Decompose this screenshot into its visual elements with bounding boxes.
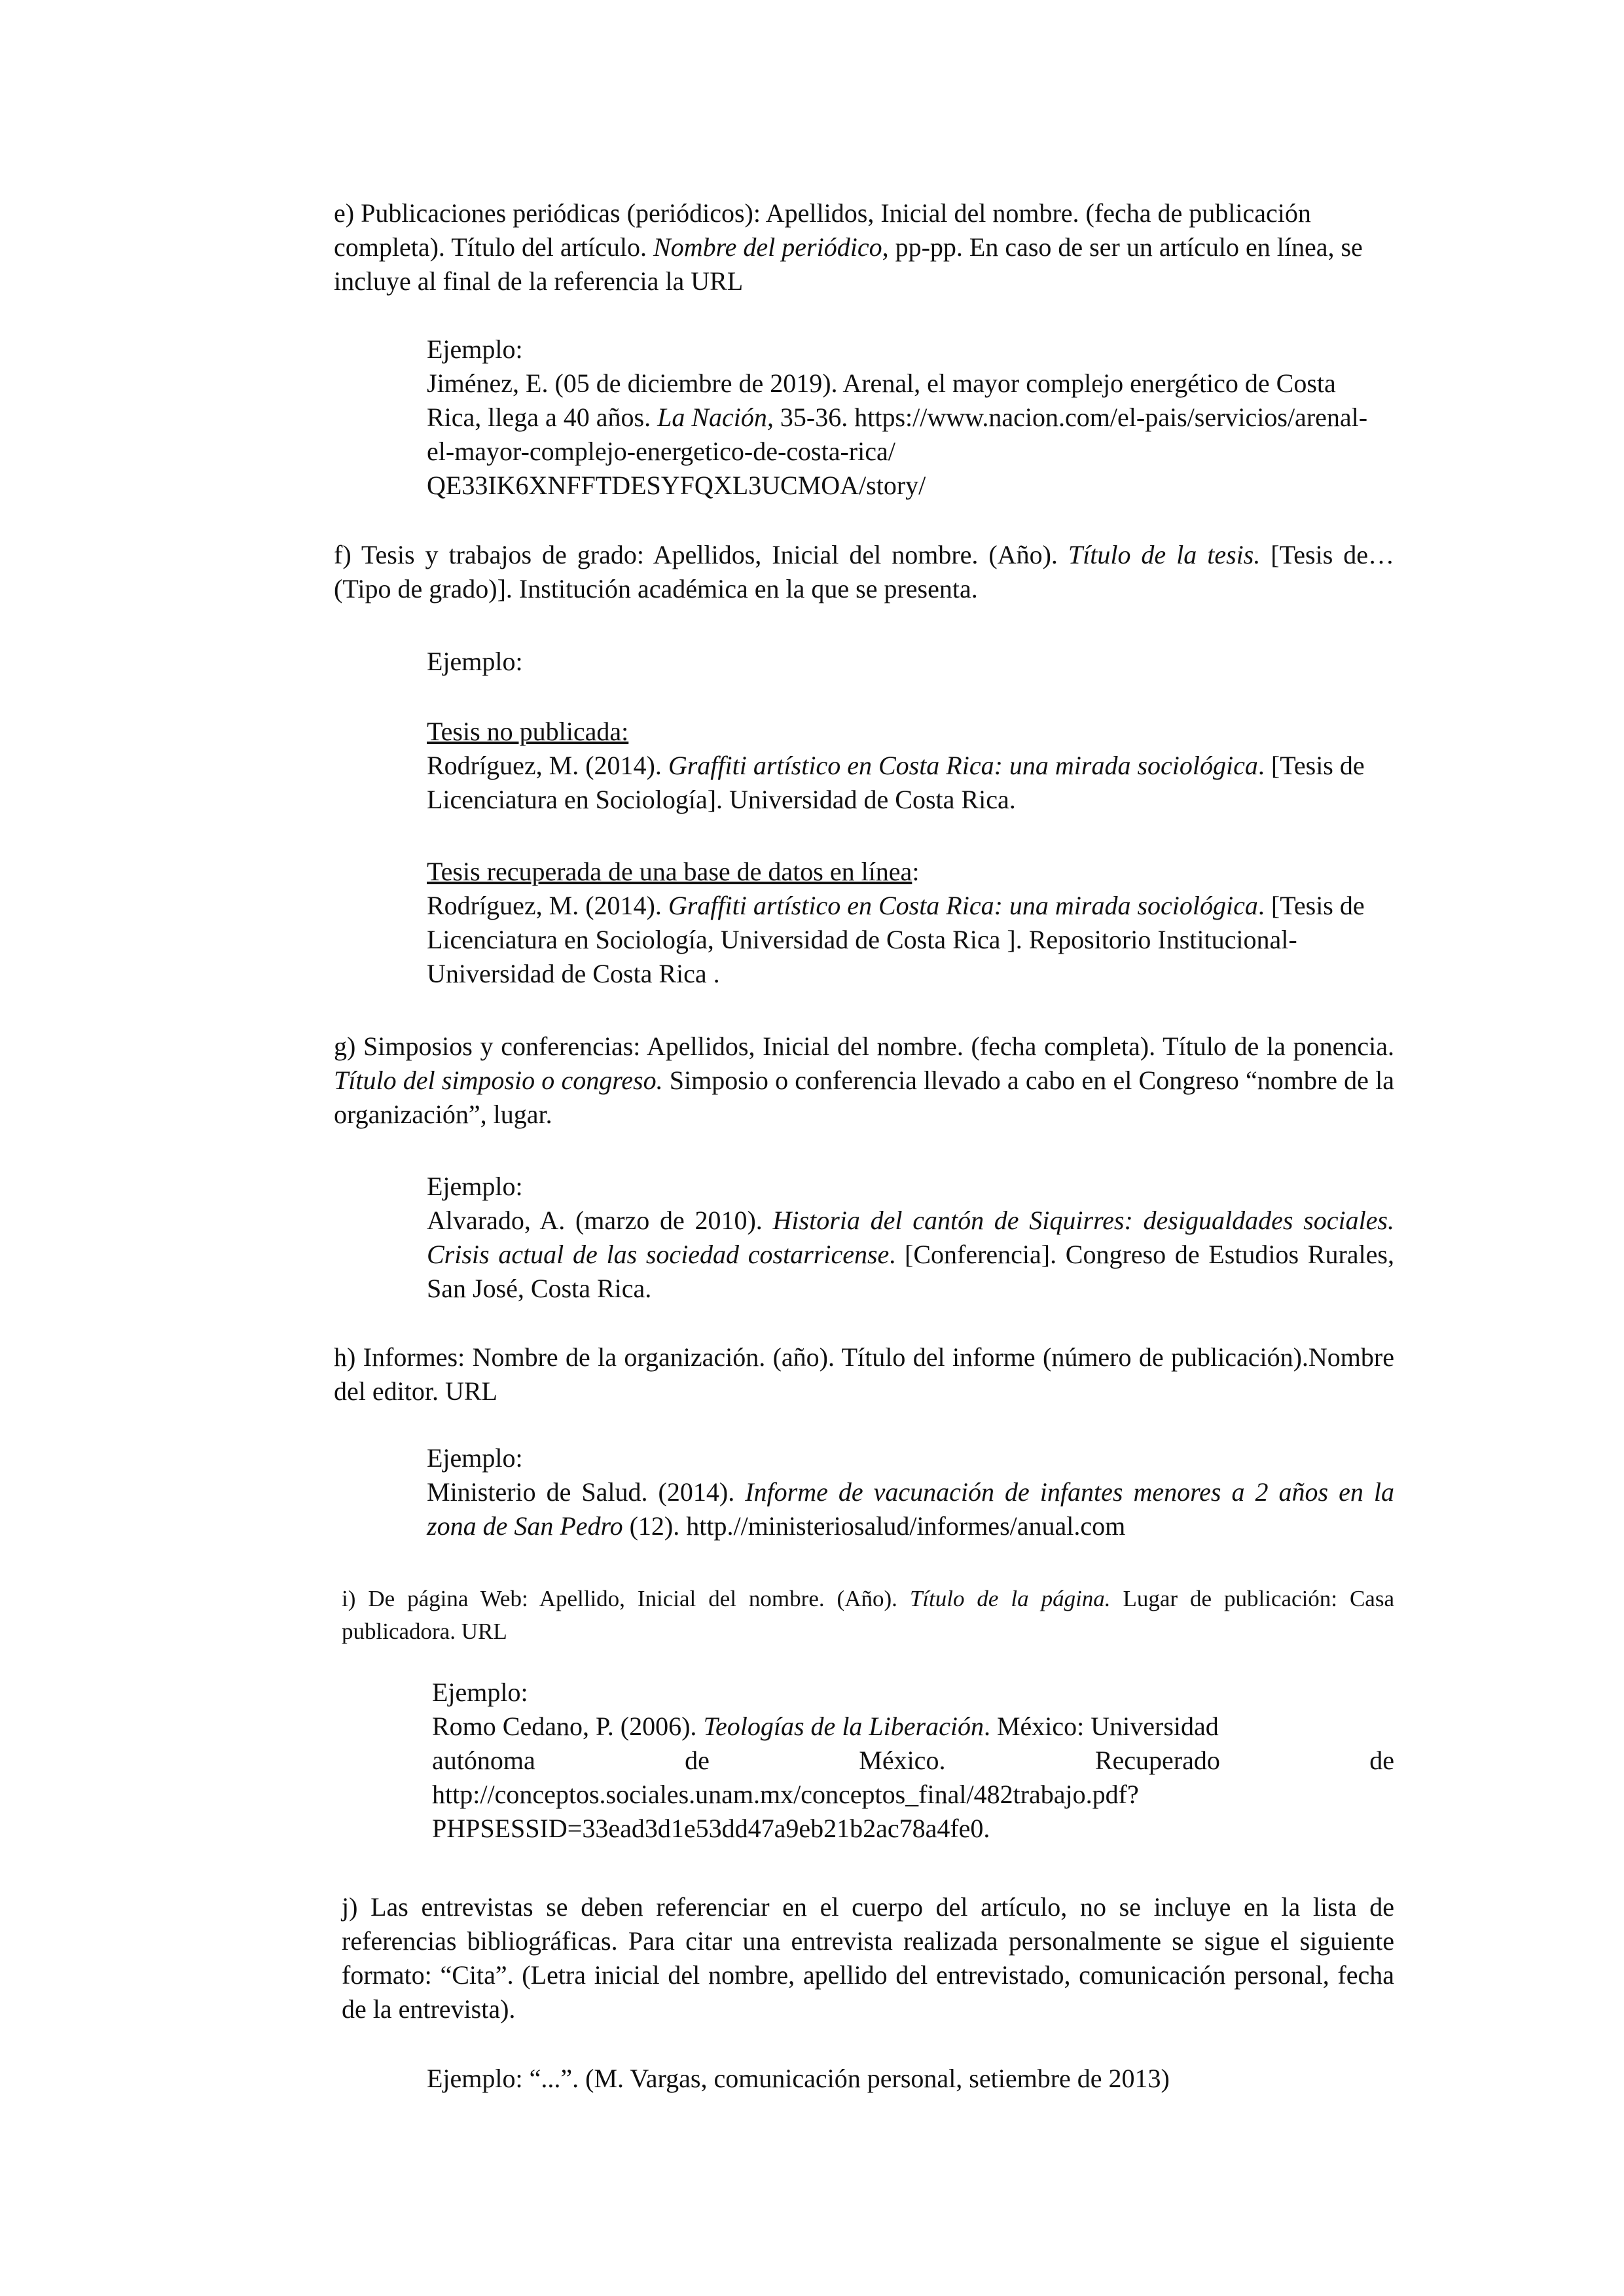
italic-text: Título de la página. [909, 1586, 1111, 1611]
text: : [912, 857, 920, 886]
italic-text: Graffiti artístico en Costa Rica: una mirada sociológica [668, 751, 1258, 780]
example-url: http://conceptos.sociales.unam.mx/conceptos_final/482trabajo.pdf? [432, 1780, 1139, 1809]
section-j-example: Ejemplo: “...”. (M. Vargas, comunicación personal, setiembre de 2013) [427, 2064, 1170, 2093]
section-e-example [427, 332, 1369, 503]
section-g-example [427, 1170, 1394, 1306]
italic-text: Informe de vacunación de infantes menores a 2 años en la zona de San Pedro [427, 1477, 1394, 1541]
text: Alvarado, A. (marzo de 2010). [427, 1206, 773, 1235]
text: . [Tesis de Licenciatura en Sociología]. Universidad de Costa Rica. [427, 751, 1365, 814]
section-i-example [432, 1676, 1394, 1846]
text: f) Tesis y trabajos de grado: Apellidos, Inicial del nombre. (Año). [334, 540, 1068, 569]
italic-text: Graffiti artístico en Costa Rica: una mirada sociológica [668, 891, 1258, 920]
text: Tesis recuperada de una base de datos en línea [427, 857, 912, 886]
text: Romo Cedano, P. (2006). [432, 1712, 704, 1741]
example-reference [427, 1475, 1394, 1543]
text: [Tesis de… (Tipo de grado)]. Institución académica en la que se presenta. [334, 540, 1394, 603]
example-reference [427, 749, 1394, 817]
italic-text: La Nación, [657, 403, 774, 432]
text: . México: Universidad [983, 1712, 1219, 1741]
section-j-description: j) Las entrevistas se deben referenciar en el cuerpo del artículo, no se incluye en la lista de referencias bibliográficas. Para citar una entrevista realizada personalmente se sigue el siguiente formato: “Cita”. (Letra inicial del nombre, apellido del entrevistado, comunicación personal, fecha de la entrevista). [342, 1892, 1394, 2024]
text: Ministerio de Salud. (2014). [427, 1477, 746, 1507]
example-label: Ejemplo: [432, 1677, 528, 1707]
text: e) Publicaciones periódicas (periódicos): Apellidos, Inicial del nombre. (fecha de publicación completa). Título del artículo. [334, 198, 1311, 262]
text: , pp-pp. En caso de ser un artículo en línea, se incluye al final de la referencia la URL [334, 232, 1363, 296]
section-f-description [334, 538, 1394, 606]
text: 35-36. https://www.nacion.com/el-pais/servicios/arenal-el-mayor-complejo-energetico-de-costa-rica/ QE33IK6XNFFTDESYFQXL3UCMOA/story/ [427, 403, 1368, 500]
italic-text: Teologías de la Liberación [703, 1712, 984, 1741]
example-reference-line1 [432, 1710, 1394, 1744]
example-reference [427, 889, 1394, 991]
italic-text: Título de la tesis. [1068, 540, 1261, 569]
word: de [685, 1746, 710, 1775]
text: i) De página Web: Apellido, Inicial del nombre. (Año). [342, 1586, 910, 1611]
section-g-description [334, 1030, 1394, 1132]
example-label: Ejemplo: [427, 647, 523, 676]
word: de [1369, 1746, 1394, 1775]
example-reference [427, 1204, 1394, 1306]
example-label: Ejemplo: [427, 1172, 523, 1201]
text: Lugar de publicación: Casa publicadora. URL [342, 1586, 1394, 1644]
subheading [427, 855, 1394, 889]
italic-text: Historia del cantón de Siquirres: desigualdades sociales. Crisis actual de las sociedad costarricense [427, 1206, 1395, 1269]
text: g) Simposios y conferencias: Apellidos, Inicial del nombre. (fecha completa). Título de la ponencia. [334, 1031, 1394, 1061]
section-e-description [334, 196, 1394, 298]
section-h-example [427, 1441, 1394, 1543]
word: México. [859, 1746, 946, 1775]
text: . [Conferencia]. Congreso de Estudios Rurales, San José, Costa Rica. [427, 1240, 1394, 1303]
example-reference-line2 [432, 1744, 1394, 1778]
word: Recuperado [1094, 1746, 1220, 1775]
text: Simposio o conferencia llevado a cabo en el Congreso “nombre de la organización”, lugar. [334, 1066, 1394, 1129]
text: Rodríguez, M. (2014). [427, 891, 668, 920]
subheading: Tesis no publicada: [427, 717, 629, 746]
text [432, 1710, 1219, 1744]
italic-text: Título del simposio o congreso. [334, 1066, 663, 1095]
section-i-description [342, 1583, 1394, 1648]
example-session-id: PHPSESSID=33ead3d1e53dd47a9eb21b2ac78a4fe0. [432, 1814, 990, 1843]
text: Rodríguez, M. (2014). [427, 751, 668, 780]
section-f-unpublished-thesis [427, 715, 1394, 817]
section-h-description: h) Informes: Nombre de la organización. (año). Título del informe (número de publicación).Nombre del editor. URL [334, 1342, 1394, 1406]
section-f-online-thesis [427, 855, 1394, 991]
text: . [Tesis de Licenciatura en Sociología, Universidad de Costa Rica ]. Repositorio Institucional-Universidad de Costa Rica . [427, 891, 1365, 988]
text: Jiménez, E. (05 de diciembre de 2019). Arenal, el mayor complejo energético de Costa Rica, llega a 40 años. [427, 368, 1336, 432]
example-label: Ejemplo: [427, 334, 523, 364]
italic-text: Nombre del periódico [653, 232, 882, 262]
example-label: Ejemplo: [427, 1443, 523, 1473]
word: autónoma [432, 1746, 535, 1775]
example-reference [427, 367, 1369, 503]
text: (12). http.//ministeriosalud/informes/anual.com [623, 1511, 1126, 1541]
